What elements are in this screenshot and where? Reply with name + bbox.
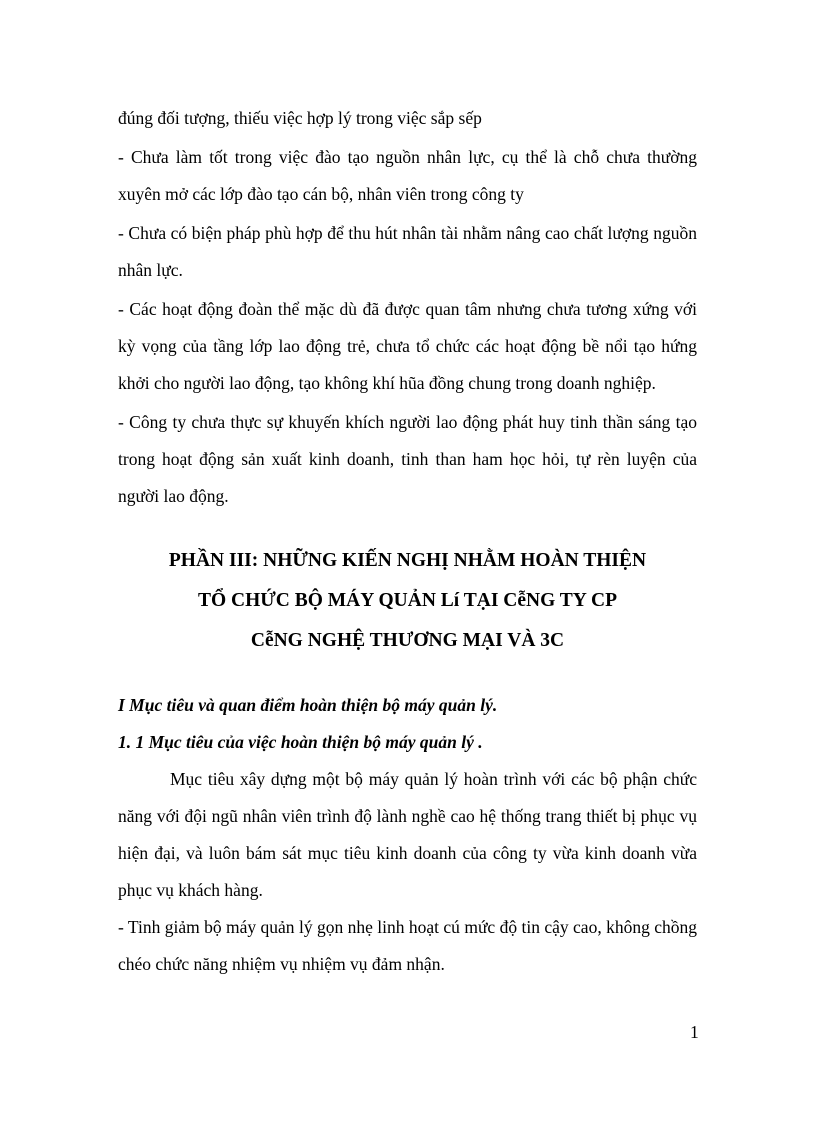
body-paragraph: - Chưa có biện pháp phù hợp để thu hút nhân tài nhằm nâng cao chất lượng nguồn nhân lực. (118, 223, 697, 280)
body-paragraph: đúng đối tượng, thiếu việc hợp lý trong việc sắp sếp (118, 108, 482, 128)
body-paragraph: Mục tiêu xây dựng một bộ máy quản lý hoàn trình với các bộ phận chức năng với đội ngũ nhân viên trình độ lành nghề cao hệ thống trang thiết bị phục vụ hiện đại, và luôn bám sát mục tiêu kinh doanh của công ty vừa kinh doanh vừa phục vụ khách hàng. (118, 769, 697, 900)
section-heading-line: PHẦN III: NHỮNG KIẾN NGHỊ NHẰM HOÀN THIỆN (168, 550, 647, 571)
section-heading-line: TỔ CHỨC BỘ MÁY QUẢN Lí TẠI CễNG TY CP (197, 590, 618, 611)
body-paragraph: - Các hoạt động đoàn thể mặc dù đã được quan tâm nhưng chưa tương xứng với kỳ vọng của tầng lớp lao động trẻ, chưa tổ chức các hoạt động bề nổi tạo hứng khởi cho người lao động, tạo không khí hũa đồng chung trong doanh nghiệp. (118, 299, 697, 393)
document-page (118, 100, 697, 983)
body-paragraph: - Chưa làm tốt trong việc đào tạo nguồn nhân lực, cụ thể là chỗ chưa thường xuyên mở các lớp đào tạo cán bộ, nhân viên trong công ty (118, 147, 697, 204)
body-paragraph: - Công ty chưa thực sự khuyến khích người lao động phát huy tinh thần sáng tạo trong hoạt động sản xuất kinh doanh, tinh than ham học hỏi, tự rèn luyện của người lao động. (118, 412, 697, 506)
body-paragraph: - Tinh giảm bộ máy quản lý gọn nhẹ linh hoạt cú mức độ tin cậy cao, không chồng chéo chức năng nhiệm vụ nhiệm vụ đảm nhận. (118, 917, 697, 974)
subheading-level-2: 1. 1 Mục tiêu của việc hoàn thiện bộ máy quản lý . (118, 732, 483, 752)
subheading-level-1: I Mục tiêu và quan điểm hoàn thiện bộ máy quản lý. (118, 695, 498, 715)
page-number: 1 (690, 1022, 699, 1042)
section-heading-line: CễNG NGHỆ THƯƠNG MẠI VÀ 3C (250, 630, 565, 651)
section-heading (118, 541, 697, 661)
